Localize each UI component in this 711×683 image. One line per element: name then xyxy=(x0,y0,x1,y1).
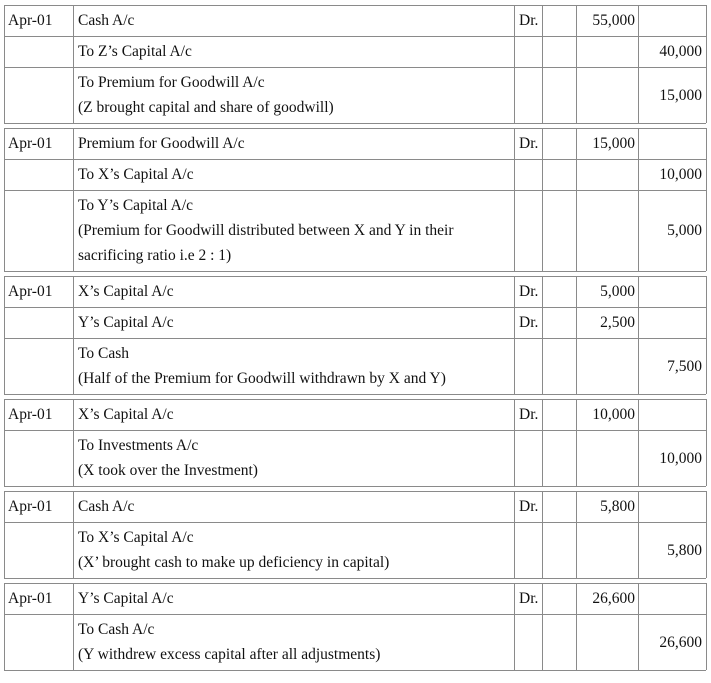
narration-line: (X took over the Investment) xyxy=(78,462,258,479)
credit-amount: 10,000 xyxy=(659,449,702,467)
account-name: To X’s Capital A/c xyxy=(78,166,194,183)
account-name: Y’s Capital A/c xyxy=(78,590,174,607)
column-divider xyxy=(4,276,5,394)
narration-line: (Z brought capital and share of goodwill) xyxy=(78,99,334,116)
entry-bottom-rule xyxy=(4,271,706,272)
account-name: Cash A/c xyxy=(78,12,135,29)
column-divider xyxy=(576,491,577,578)
credit-amount: 7,500 xyxy=(667,357,702,375)
debit-marker: Dr. xyxy=(519,498,539,515)
row-rule xyxy=(4,307,706,308)
entry-bottom-rule xyxy=(4,394,706,395)
column-divider xyxy=(514,583,515,670)
credit-amount: 15,000 xyxy=(659,86,702,104)
debit-amount: 5,800 xyxy=(600,498,635,515)
column-divider xyxy=(638,399,639,486)
debit-amount: 10,000 xyxy=(592,406,635,423)
column-divider xyxy=(73,399,74,486)
column-divider xyxy=(514,276,515,394)
account-name: To Premium for Goodwill A/c xyxy=(78,74,265,91)
row-rule xyxy=(4,36,706,37)
column-divider xyxy=(542,276,543,394)
entry-top-rule xyxy=(4,399,706,400)
column-divider xyxy=(638,5,639,123)
column-divider xyxy=(706,128,707,271)
debit-amount: 26,600 xyxy=(592,590,635,607)
column-divider xyxy=(4,128,5,271)
entry-top-rule xyxy=(4,491,706,492)
entry-top-rule xyxy=(4,128,706,129)
row-rule xyxy=(4,67,706,68)
credit-amount: 10,000 xyxy=(659,166,702,183)
narration-line: (Y withdrew excess capital after all adjustments) xyxy=(78,646,381,663)
column-divider xyxy=(4,491,5,578)
entry-top-rule xyxy=(4,583,706,584)
row-rule xyxy=(4,338,706,339)
entry-date: Apr-01 xyxy=(8,12,53,29)
column-divider xyxy=(514,491,515,578)
row-rule xyxy=(4,614,706,615)
narration-line: sacrificing ratio i.e 2 : 1) xyxy=(78,247,232,264)
entry-bottom-rule xyxy=(4,486,706,487)
column-divider xyxy=(4,399,5,486)
column-divider xyxy=(542,399,543,486)
narration-line: (Premium for Goodwill distributed between X and Y in their xyxy=(78,222,454,239)
debit-amount: 5,000 xyxy=(600,283,635,300)
column-divider xyxy=(576,5,577,123)
column-divider xyxy=(73,276,74,394)
account-name: To X’s Capital A/c xyxy=(78,529,194,546)
column-divider xyxy=(706,5,707,123)
column-divider xyxy=(4,5,5,123)
column-divider xyxy=(638,583,639,670)
column-divider xyxy=(542,128,543,271)
column-divider xyxy=(542,5,543,123)
debit-amount: 2,500 xyxy=(600,314,635,331)
column-divider xyxy=(576,276,577,394)
column-divider xyxy=(638,276,639,394)
column-divider xyxy=(576,583,577,670)
debit-marker: Dr. xyxy=(519,406,539,423)
row-rule xyxy=(4,159,706,160)
column-divider xyxy=(638,491,639,578)
column-divider xyxy=(706,399,707,486)
column-divider xyxy=(514,128,515,271)
account-name: Premium for Goodwill A/c xyxy=(78,135,245,152)
debit-amount: 55,000 xyxy=(592,12,635,29)
credit-amount: 5,000 xyxy=(667,222,702,239)
entry-bottom-rule xyxy=(4,670,706,671)
debit-marker: Dr. xyxy=(519,314,539,331)
account-name: To Z’s Capital A/c xyxy=(78,43,192,60)
column-divider xyxy=(638,128,639,271)
credit-amount: 40,000 xyxy=(659,43,702,60)
narration-line: (X’ brought cash to make up deficiency in capital) xyxy=(78,554,390,571)
column-divider xyxy=(706,583,707,670)
entry-date: Apr-01 xyxy=(8,135,53,152)
account-name: To Cash xyxy=(78,345,130,362)
column-divider xyxy=(542,491,543,578)
column-divider xyxy=(73,491,74,578)
column-divider xyxy=(4,583,5,670)
entry-bottom-rule xyxy=(4,578,706,579)
credit-amount: 26,600 xyxy=(659,633,702,651)
column-divider xyxy=(542,583,543,670)
entry-top-rule xyxy=(4,276,706,277)
column-divider xyxy=(73,128,74,271)
account-name: Y’s Capital A/c xyxy=(78,314,174,331)
account-name: To Y’s Capital A/c xyxy=(78,197,194,214)
column-divider xyxy=(73,583,74,670)
row-rule xyxy=(4,430,706,431)
column-divider xyxy=(706,491,707,578)
account-name: Cash A/c xyxy=(78,498,135,515)
credit-amount: 5,800 xyxy=(667,541,702,559)
entry-date: Apr-01 xyxy=(8,498,53,515)
column-divider xyxy=(514,399,515,486)
column-divider xyxy=(73,5,74,123)
entry-date: Apr-01 xyxy=(8,406,53,423)
debit-marker: Dr. xyxy=(519,135,539,152)
debit-amount: 15,000 xyxy=(592,135,635,152)
column-divider xyxy=(514,5,515,123)
narration-line: (Half of the Premium for Goodwill withdrawn by X and Y) xyxy=(78,370,446,387)
column-divider xyxy=(576,128,577,271)
entry-date: Apr-01 xyxy=(8,590,53,607)
debit-marker: Dr. xyxy=(519,590,539,607)
entry-top-rule xyxy=(4,5,706,6)
column-divider xyxy=(576,399,577,486)
debit-marker: Dr. xyxy=(519,12,539,29)
entry-bottom-rule xyxy=(4,123,706,124)
account-name: To Cash A/c xyxy=(78,621,155,638)
row-rule xyxy=(4,190,706,191)
debit-marker: Dr. xyxy=(519,283,539,300)
account-name: To Investments A/c xyxy=(78,437,199,454)
column-divider xyxy=(706,276,707,394)
account-name: X’s Capital A/c xyxy=(78,406,174,423)
account-name: X’s Capital A/c xyxy=(78,283,174,300)
row-rule xyxy=(4,522,706,523)
entry-date: Apr-01 xyxy=(8,283,53,300)
